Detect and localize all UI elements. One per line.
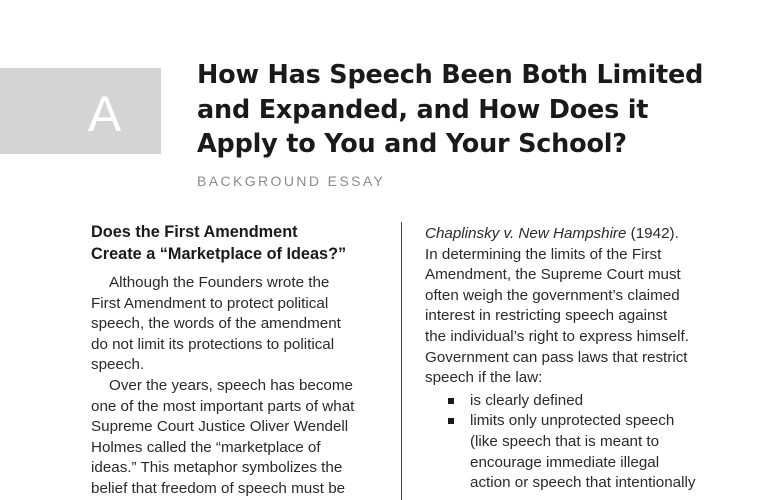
case-name: Chaplinsky v. New Hampshire [425,225,627,242]
text-line: is clearly defined [470,391,584,409]
section-letter: A [87,86,122,142]
essay-subtitle: BACKGROUND ESSAY [197,173,386,189]
text-line: Although the Founders wrote the [109,274,330,291]
text-line: First Amendment to protect political [91,294,329,312]
square-bullet-icon [448,398,454,404]
text-line: Government can pass laws that restrict [425,348,688,366]
text-line: ideas.” This metaphor symbolizes the [91,459,343,477]
list-item [425,391,765,412]
title-line: and Expanded, and How Does it [197,94,649,125]
paragraph-limits [425,224,765,389]
text-line: the individual’s right to express himself. [425,327,689,345]
text-line: one of the most important parts of what [91,397,355,415]
essay-title [197,58,757,162]
title-line: Apply to You and Your School? [197,129,627,159]
heading-line: Does the First Amendment [91,223,298,241]
text-line: often weigh the government’s claimed [425,286,680,304]
text-line: (like speech that is meant to [470,432,660,450]
title-line: How Has Speech Been Both Limited [197,60,704,90]
case-year: (1942). [626,225,679,242]
list-item [425,411,765,493]
text-line: limits only unprotected speech [470,412,675,430]
text-line: Supreme Court Justice Oliver Wendell [91,418,349,436]
heading-line: Create a “Marketplace of Ideas?” [91,245,347,263]
section-heading [91,221,391,265]
text-line [425,224,765,245]
text-line: speech. [91,356,145,374]
text-line: Amendment, the Supreme Court must [425,266,681,284]
left-column [91,221,391,500]
text-line: action or speech that intentionally [470,474,696,492]
text-line: Holmes called the “marketplace of [91,438,321,456]
criteria-list [425,391,765,494]
text-line: speech, the words of the amendment [91,315,341,333]
text-line: belief that freedom of speech must be [91,479,346,497]
text-line: Over the years, speech has become [109,376,353,394]
text-line: In determining the limits of the First [425,245,662,263]
paragraph-marketplace [91,376,391,500]
text-line: do not limit its protections to political [91,335,335,353]
square-bullet-icon [448,418,454,424]
right-column [425,224,765,494]
text-line: interest in restricting speech against [425,307,668,325]
section-marker [0,68,161,154]
text-line: speech if the law: [425,369,543,387]
paragraph-founders [91,273,391,376]
text-line: encourage immediate illegal [470,453,660,471]
column-divider [401,222,402,500]
